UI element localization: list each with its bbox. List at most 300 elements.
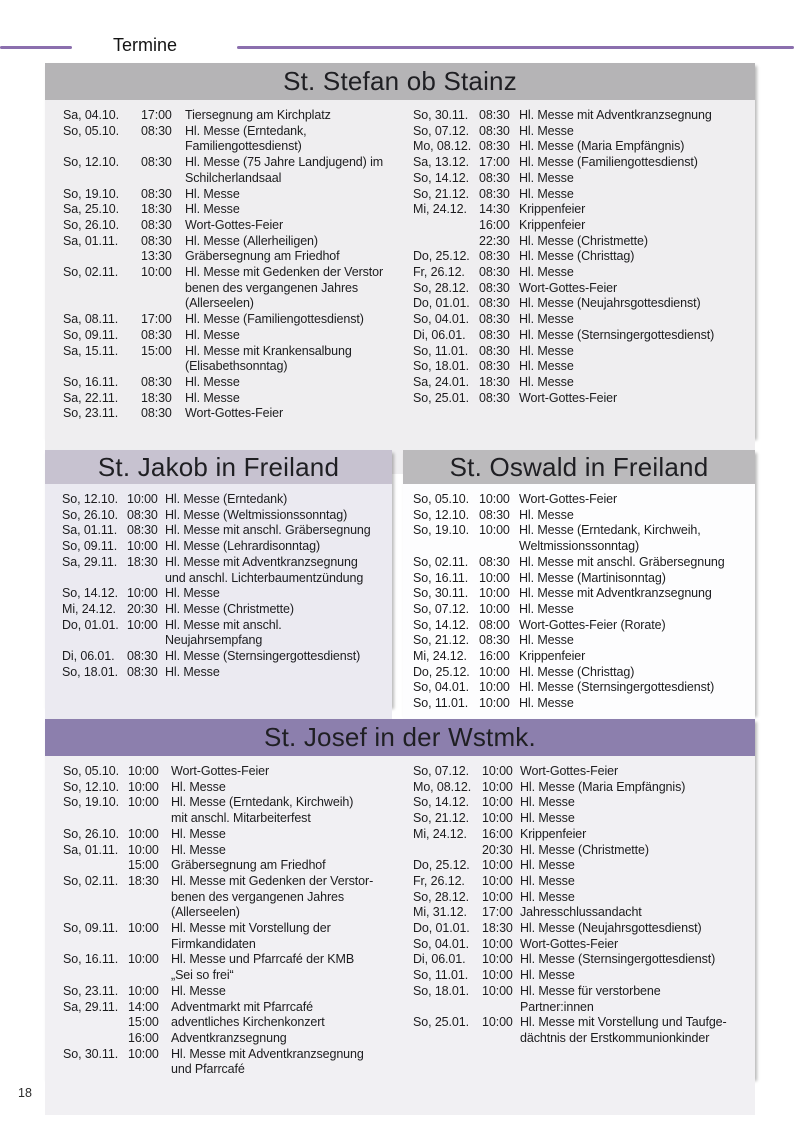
description-line: Gräbersegnung am Friedhof — [185, 249, 340, 264]
description-line: Hl. Messe — [520, 858, 575, 873]
description-line: Hl. Messe mit Gedenken der Verstor — [185, 265, 384, 280]
entry-description — [171, 1047, 405, 1078]
schedule-entry — [413, 890, 755, 906]
section-body — [403, 484, 755, 748]
entry-description — [520, 780, 755, 796]
entry-description — [520, 795, 755, 811]
entry-description — [185, 406, 405, 422]
entry-description — [185, 375, 405, 391]
description-line: Hl. Messe mit Vorstellung der — [171, 921, 331, 936]
description-line: Hl. Messe — [519, 186, 574, 201]
description-line: Hl. Messe — [519, 633, 574, 648]
schedule-entry — [63, 265, 405, 312]
schedule-entry — [63, 202, 405, 218]
entry-description — [519, 602, 755, 618]
entry-date: Sa, 13.12. — [413, 155, 469, 170]
description-line: „Sei so frei“ — [171, 968, 234, 983]
entry-description — [519, 571, 755, 587]
schedule-entry — [63, 984, 405, 1000]
section-st-oswald — [403, 450, 755, 714]
entry-time: 10:00 — [482, 764, 513, 778]
schedule-entry — [413, 523, 755, 554]
entry-time: 08:30 — [479, 108, 510, 122]
description-line: Hl. Messe mit Adventkranzsegnung — [519, 108, 712, 122]
entry-time: 14:00 — [128, 999, 159, 1014]
entry-date: Mo, 08.12. — [413, 779, 472, 794]
entry-date: So, 28.12. — [413, 280, 469, 295]
section-body — [45, 484, 392, 740]
entry-description — [171, 874, 405, 921]
section-title: St. Josef in der Wstmk. — [264, 722, 536, 752]
description-line: Hl. Messe (Neujahrsgottesdienst) — [520, 921, 702, 936]
entry-date: So, 18.01. — [413, 983, 469, 998]
description-line: Hl. Messe — [171, 779, 226, 794]
description-line: mit anschl. Mitarbeiterfest — [171, 811, 311, 826]
entry-date: So, 16.11. — [413, 570, 469, 585]
description-line: Hl. Messe — [519, 601, 574, 616]
description-line: Wort-Gottes-Feier — [519, 390, 618, 405]
schedule-entry — [62, 555, 392, 586]
entry-date: So, 26.10. — [63, 217, 119, 232]
entry-description — [519, 218, 755, 234]
schedule-entry — [413, 633, 755, 649]
entry-time: 08:30 — [141, 123, 172, 138]
entry-description — [171, 1000, 405, 1016]
schedule-entry — [413, 218, 755, 234]
entry-time: 10:00 — [482, 858, 513, 873]
entry-date: Do, 25.12. — [413, 249, 470, 264]
description-line: Hl. Messe (Christmette) — [520, 842, 649, 857]
schedule-entry — [413, 344, 755, 360]
entry-time: 10:00 — [482, 873, 513, 888]
schedule-entry — [62, 618, 392, 649]
entry-description — [520, 1015, 755, 1046]
entry-description — [519, 139, 755, 155]
entry-description — [185, 187, 405, 203]
entry-date: So, 21.12. — [413, 633, 469, 648]
entry-description — [520, 905, 755, 921]
schedule-entry — [413, 124, 755, 140]
schedule-entry — [63, 921, 405, 952]
schedule-column-right — [405, 108, 755, 474]
schedule-entry — [63, 124, 405, 155]
entry-date: Di, 06.01. — [62, 649, 115, 664]
schedule-entry — [413, 171, 755, 187]
entry-date: Sa, 01.11. — [63, 842, 119, 857]
schedule-entry — [413, 780, 755, 796]
entry-description — [519, 359, 755, 375]
entry-description — [519, 281, 755, 297]
description-line: Hl. Messe — [519, 359, 574, 374]
description-line: Hl. Messe (Christmette) — [519, 233, 648, 248]
page-kicker: Termine — [113, 35, 178, 55]
entry-time: 16:00 — [128, 1030, 159, 1045]
entry-date: So, 18.01. — [62, 664, 118, 679]
entry-time: 13:30 — [141, 249, 172, 264]
schedule-entry — [413, 265, 755, 281]
description-line: Hl. Messe (Christtag) — [519, 249, 635, 264]
description-line: Adventmarkt mit Pfarrcafé — [171, 999, 313, 1014]
entry-time: 08:30 — [479, 186, 510, 201]
section-title: St. Jakob in Freiland — [97, 451, 340, 482]
description-line: Hl. Messe — [185, 327, 240, 342]
description-line: Hl. Messe (Erntedank, Kirchweih) — [171, 795, 354, 810]
entry-date: So, 25.01. — [413, 1015, 469, 1030]
entry-description — [519, 492, 755, 508]
entry-description — [520, 984, 755, 1015]
entry-description — [165, 649, 392, 665]
schedule-entry — [413, 139, 755, 155]
schedule-entry — [62, 523, 392, 539]
entry-description — [519, 265, 755, 281]
entry-time: 14:30 — [479, 202, 510, 217]
description-line: Adventkranzsegnung — [171, 1030, 287, 1045]
entry-description — [185, 108, 405, 124]
entry-time: 08:30 — [141, 233, 172, 248]
schedule-entry — [413, 108, 755, 124]
entry-date: Sa, 01.11. — [62, 523, 118, 538]
description-line: Wort-Gottes-Feier — [520, 764, 619, 778]
entry-date: Sa, 24.01. — [413, 374, 469, 389]
schedule-entry — [413, 586, 755, 602]
entry-date: Sa, 22.11. — [63, 390, 119, 405]
entry-time: 10:00 — [482, 936, 513, 951]
entry-date: So, 26.10. — [62, 507, 118, 522]
entry-description — [165, 586, 392, 602]
description-line: Hl. Messe — [520, 873, 575, 888]
entry-date: So, 11.01. — [413, 696, 469, 711]
entry-time: 10:00 — [479, 586, 510, 601]
schedule-entry — [413, 375, 755, 391]
entry-time: 20:30 — [482, 842, 513, 857]
description-line: Neujahrsempfang — [165, 633, 263, 648]
entry-description — [185, 155, 405, 186]
schedule-entry — [413, 187, 755, 203]
description-line: Schilcherlandsaal — [185, 170, 282, 185]
schedule-entry — [413, 249, 755, 265]
entry-description — [185, 124, 405, 155]
entry-time: 20:30 — [127, 601, 158, 616]
entry-date: Do, 01.01. — [62, 617, 119, 632]
schedule-entry — [63, 1047, 405, 1078]
section-st-stefan — [45, 63, 755, 437]
entry-description — [165, 492, 392, 508]
schedule-entry — [413, 155, 755, 171]
description-line: Hl. Messe — [519, 507, 574, 522]
entry-description — [171, 952, 405, 983]
entry-time: 10:00 — [141, 265, 172, 280]
description-line: Hl. Messe — [171, 842, 226, 857]
description-line: Jahresschlussandacht — [520, 905, 642, 920]
entry-description — [520, 921, 755, 937]
schedule-entry — [62, 665, 392, 681]
entry-time: 18:30 — [141, 390, 172, 405]
schedule-entry — [63, 858, 405, 874]
entry-description — [165, 508, 392, 524]
schedule-entry — [413, 921, 755, 937]
entry-description — [520, 843, 755, 859]
schedule-entry — [413, 811, 755, 827]
entry-date: Di, 06.01. — [413, 952, 466, 967]
entry-description — [519, 249, 755, 265]
entry-time: 08:30 — [141, 186, 172, 201]
description-line: Familiengottesdienst) — [185, 139, 302, 154]
entry-date: Fr, 26.12. — [413, 265, 465, 280]
section-title-bar — [403, 450, 755, 484]
description-line: Hl. Messe mit Adventkranzsegnung — [165, 554, 358, 569]
entry-time: 08:30 — [127, 649, 158, 664]
entry-time: 10:00 — [128, 795, 159, 810]
entry-time: 10:00 — [479, 601, 510, 616]
entry-time: 08:30 — [479, 265, 510, 280]
entry-time: 17:00 — [479, 155, 510, 170]
schedule-entry — [63, 234, 405, 250]
entry-description — [185, 218, 405, 234]
description-line: Hl. Messe (Erntedank, — [185, 123, 307, 138]
entry-time: 15:00 — [128, 858, 159, 873]
entry-time: 10:00 — [128, 826, 159, 841]
description-line: Wort-Gottes-Feier — [171, 764, 270, 778]
entry-date: Mi, 24.12. — [413, 649, 467, 664]
description-line: Wort-Gottes-Feier — [519, 280, 618, 295]
entry-date: Mo, 08.12. — [413, 139, 472, 154]
entry-date: Mi, 24.12. — [413, 826, 467, 841]
entry-description — [171, 780, 405, 796]
description-line: Hl. Messe (75 Jahre Landjugend) im — [185, 155, 384, 170]
entry-time: 10:00 — [127, 492, 158, 506]
schedule-entry — [62, 492, 392, 508]
section-st-josef — [45, 719, 755, 1078]
description-line: Hl. Messe (Maria Empfängnis) — [520, 779, 686, 794]
entry-date: So, 30.11. — [413, 108, 469, 122]
section-title-bar — [45, 63, 755, 100]
description-line: Hl. Messe (Christtag) — [519, 664, 635, 679]
description-line: Hl. Messe (Christmette) — [165, 601, 294, 616]
entry-date: So, 19.10. — [63, 186, 119, 201]
section-st-jakob — [45, 450, 392, 706]
entry-time: 08:30 — [141, 374, 172, 389]
description-line: Hl. Messe — [519, 343, 574, 358]
entry-date: So, 12.10. — [413, 507, 469, 522]
description-line: (Allerseelen) — [185, 296, 254, 311]
schedule-entry — [413, 555, 755, 571]
entry-time: 10:00 — [128, 842, 159, 857]
entry-time: 08:30 — [141, 217, 172, 232]
entry-time: 08:30 — [127, 507, 158, 522]
schedule-entry — [413, 571, 755, 587]
description-line: Hl. Messe — [519, 374, 574, 389]
description-line: Hl. Messe — [165, 586, 220, 601]
entry-description — [520, 968, 755, 984]
entry-date: Do, 01.01. — [413, 921, 470, 936]
schedule-entry — [63, 328, 405, 344]
schedule-entry — [413, 281, 755, 297]
schedule-entry — [63, 391, 405, 407]
entry-description — [520, 811, 755, 827]
description-line: Hl. Messe — [519, 265, 574, 280]
description-line: Hl. Messe — [519, 696, 574, 711]
entry-time: 10:00 — [479, 523, 510, 538]
description-line: Hl. Messe (Allerheiligen) — [185, 233, 318, 248]
entry-description — [185, 249, 405, 265]
entry-time: 10:00 — [128, 764, 159, 778]
entry-date: Sa, 25.10. — [63, 202, 119, 217]
decorative-rule-left — [0, 46, 72, 49]
entry-date: So, 04.01. — [413, 680, 469, 695]
entry-description — [519, 618, 755, 634]
description-line: Hl. Messe — [185, 390, 240, 405]
description-line: Hl. Messe (Martinisonntag) — [519, 570, 666, 585]
description-line: Wort-Gottes-Feier — [520, 936, 619, 951]
description-line: Tiersegnung am Kirchplatz — [185, 108, 331, 122]
entry-time: 08:30 — [141, 327, 172, 342]
description-line: Hl. Messe — [171, 983, 226, 998]
description-line: Krippenfeier — [520, 826, 587, 841]
schedule-entry — [413, 764, 755, 780]
decorative-rule-right — [237, 46, 794, 49]
schedule-entry — [62, 602, 392, 618]
description-line: Hl. Messe — [165, 664, 220, 679]
entry-date: So, 30.11. — [413, 586, 469, 601]
description-line: Hl. Messe (Familiengottesdienst) — [519, 155, 698, 170]
schedule-entry — [413, 795, 755, 811]
entry-time: 08:30 — [479, 507, 510, 522]
description-line: Hl. Messe — [171, 826, 226, 841]
entry-description — [519, 665, 755, 681]
entry-description — [185, 391, 405, 407]
schedule-entry — [63, 406, 405, 422]
entry-date: So, 14.12. — [413, 795, 469, 810]
entry-time: 10:00 — [479, 492, 510, 506]
entry-description — [519, 649, 755, 665]
section-title: St. Oswald in Freiland — [449, 451, 709, 482]
entry-time: 10:00 — [128, 779, 159, 794]
entry-time: 08:30 — [479, 139, 510, 154]
entry-description — [185, 344, 405, 375]
entry-date: Sa, 04.10. — [63, 108, 119, 122]
entry-date: So, 30.11. — [63, 1046, 119, 1061]
entry-description — [165, 555, 392, 586]
description-line: Wort-Gottes-Feier — [185, 217, 284, 232]
description-line: Hl. Messe — [185, 186, 240, 201]
entry-time: 10:00 — [479, 680, 510, 695]
entry-date: So, 14.12. — [413, 170, 469, 185]
entry-description — [519, 124, 755, 140]
entry-date: Fr, 26.12. — [413, 873, 465, 888]
description-line: adventliches Kirchenkonzert — [171, 1015, 325, 1030]
entry-description — [519, 523, 755, 554]
entry-time: 08:30 — [479, 296, 510, 311]
entry-description — [519, 680, 755, 696]
entry-description — [520, 874, 755, 890]
entry-time: 08:30 — [127, 664, 158, 679]
entry-date: Sa, 08.11. — [63, 312, 119, 327]
description-line: benen des vergangenen Jahres — [171, 889, 345, 904]
entry-description — [520, 890, 755, 906]
entry-time: 10:00 — [479, 696, 510, 711]
description-line: Hl. Messe (Weltmissionssonntag) — [165, 507, 348, 522]
entry-time: 10:00 — [482, 889, 513, 904]
description-line: und Pfarrcafé — [171, 1062, 245, 1077]
description-line: Hl. Messe (Erntedank, Kirchweih, — [519, 523, 701, 538]
entry-date: So, 26.10. — [63, 826, 119, 841]
description-line: Gräbersegnung am Friedhof — [171, 858, 326, 873]
entry-description — [171, 1031, 405, 1047]
entry-time: 15:00 — [141, 343, 172, 358]
description-line: Hl. Messe mit Adventkranzsegnung — [171, 1046, 364, 1061]
entry-date: So, 14.12. — [62, 586, 118, 601]
schedule-entry — [413, 391, 755, 407]
schedule-entry — [413, 696, 755, 712]
page-number: 18 — [18, 1086, 32, 1100]
entry-date: So, 21.12. — [413, 811, 469, 826]
description-line: Hl. Messe mit anschl. Gräbersegnung — [519, 554, 725, 569]
schedule-column-left — [63, 764, 405, 1115]
schedule-entry — [63, 375, 405, 391]
schedule-entry — [63, 827, 405, 843]
description-line: Wort-Gottes-Feier (Rorate) — [519, 617, 666, 632]
entry-description — [519, 391, 755, 407]
schedule-entry — [413, 234, 755, 250]
description-line: und anschl. Lichterbaumentzündung — [165, 570, 364, 585]
schedule-entry — [413, 984, 755, 1015]
entry-time: 22:30 — [479, 233, 510, 248]
entry-time: 16:00 — [479, 649, 510, 664]
description-line: Krippenfeier — [519, 217, 586, 232]
description-line: Hl. Messe (Neujahrsgottesdienst) — [519, 296, 701, 311]
entry-time: 08:30 — [479, 343, 510, 358]
entry-description — [171, 795, 405, 826]
entry-date: Do, 25.12. — [413, 664, 470, 679]
entry-date: So, 02.11. — [63, 265, 119, 280]
entry-time: 08:30 — [141, 406, 172, 421]
schedule-entry — [63, 795, 405, 826]
description-line: Weltmissionssonntag) — [519, 539, 640, 554]
entry-time: 16:00 — [479, 217, 510, 232]
entry-time: 17:00 — [482, 905, 513, 920]
description-line: (Allerseelen) — [171, 905, 240, 920]
entry-description — [165, 602, 392, 618]
entry-time: 10:00 — [482, 983, 513, 998]
description-line: Hl. Messe für verstorbene — [520, 983, 661, 998]
entry-description — [519, 312, 755, 328]
section-body — [45, 756, 755, 1115]
entry-date: So, 02.11. — [63, 873, 119, 888]
entry-time: 18:30 — [141, 202, 172, 217]
entry-date: So, 28.12. — [413, 889, 469, 904]
entry-description — [520, 764, 755, 780]
entry-description — [519, 171, 755, 187]
schedule-entry — [63, 952, 405, 983]
description-line: Hl. Messe (Sternsingergottesdienst) — [519, 327, 715, 342]
entry-date: So, 23.11. — [63, 406, 119, 421]
entry-description — [185, 265, 405, 312]
entry-description — [520, 827, 755, 843]
schedule-entry — [413, 665, 755, 681]
description-line: dächtnis der Erstkommunionkinder — [520, 1030, 710, 1045]
description-line: Wort-Gottes-Feier — [185, 406, 284, 421]
schedule-entry — [413, 508, 755, 524]
entry-date: Mi, 24.12. — [413, 202, 467, 217]
schedule-entry — [63, 843, 405, 859]
description-line: benen des vergangenen Jahres — [185, 280, 359, 295]
entry-description — [171, 858, 405, 874]
schedule-entry — [63, 312, 405, 328]
entry-date: Di, 06.01. — [413, 327, 466, 342]
entry-description — [171, 827, 405, 843]
entry-time: 10:00 — [127, 617, 158, 632]
section-title-bar — [45, 450, 392, 484]
